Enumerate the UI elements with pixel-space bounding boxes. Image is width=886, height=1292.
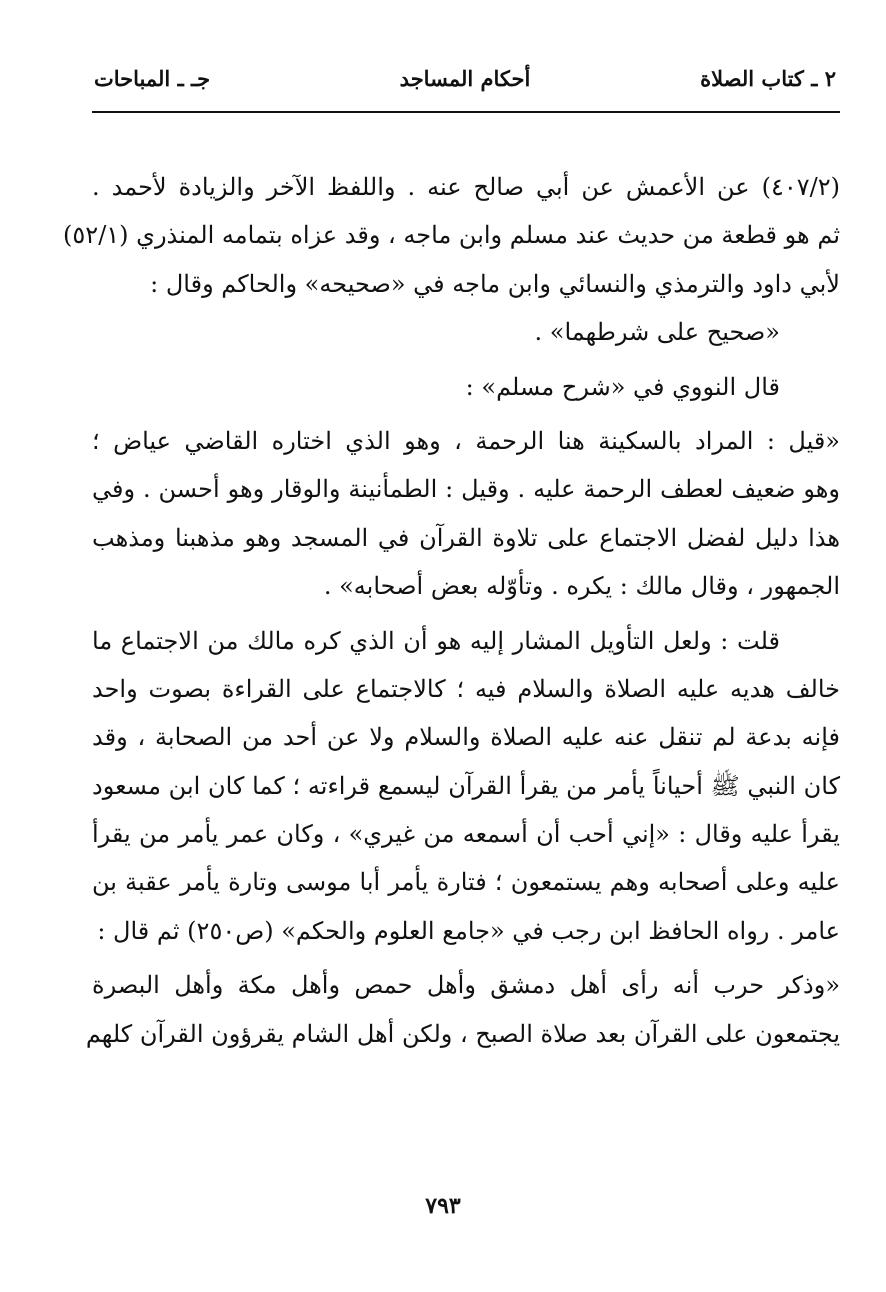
quote-paragraph	[85, 961, 841, 1058]
text-line: قلت : ولعل التأويل المشار إليه هو أن الذي كره مالك من الاجتماع ما	[92, 626, 780, 655]
header-rule	[92, 111, 840, 113]
paragraph	[63, 163, 840, 308]
text-line: فإنه بدعة لم تنقل عنه عليه الصلاة والسلام ولا عن أحد من الصحابة ، وقد	[92, 723, 840, 752]
text-line: خالف هديه عليه الصلاة والسلام فيه ؛ كالاجتماع على القراءة بصوت واحد	[92, 674, 840, 703]
text-line: هذا دليل لفضل الاجتماع على تلاوة القرآن في المسجد وهو مذهبنا ومذهب	[92, 523, 840, 552]
text-line: كان النبي ﷺ أحياناً يأمر من يقرأ القرآن ليسمع قراءته ؛ كما كان ابن مسعود	[92, 771, 840, 800]
text-line: يقرأ عليه وقال : «إني أحب أن أسمعه من غيري» ، وكان عمر يأمر من يقرأ	[92, 820, 840, 849]
text-line: لأبي داود والترمذي والنسائي وابن ماجه في «صحيحه» والحاكم وقال :	[150, 269, 840, 298]
quote-paragraph	[92, 417, 840, 611]
header-section-title: أحكام المساجد	[399, 66, 531, 91]
paragraph	[92, 308, 840, 356]
page-number: ٧٩٣	[425, 1193, 461, 1219]
text-line: «قيل : المراد بالسكينة هنا الرحمة ، وهو الذي اختاره القاضي عياض ؛	[92, 426, 840, 455]
text-line: الجمهور ، وقال مالك : يكره . وتأوّله بعض أصحابه» .	[323, 572, 840, 601]
header-book-chapter: ٢ ـ كتاب الصلاة	[700, 66, 836, 91]
paragraph	[92, 363, 840, 411]
text-line: وهو ضعيف لعطف الرحمة عليه . وقيل : الطمأنينة والوقار وهو أحسن . وفي	[92, 475, 840, 504]
text-line: يجتمعون على القرآن بعد صلاة الصبح ، ولكن أهل الشام يقرؤون القرآن كلهم	[85, 1019, 840, 1048]
body-text	[63, 163, 841, 1058]
running-header	[94, 66, 836, 106]
text-line: عامر . رواه الحافظ ابن رجب في «جامع العلوم والحكم» (ص٢٥٠) ثم قال :	[97, 916, 840, 945]
text-line: (٤٠٧/٢) عن الأعمش عن أبي صالح عنه . واللفظ الآخر والزيادة لأحمد .	[92, 173, 840, 201]
text-line: عليه وعلى أصحابه وهم يستمعون ؛ فتارة يأمر أبا موسى وتارة يأمر عقبة بن	[92, 868, 840, 897]
paragraph	[92, 617, 840, 956]
text-line: «صحيح على شرطهما» .	[534, 318, 780, 347]
text-line: ثم هو قطعة من حديث عند مسلم وابن ماجه ، وقد عزاه بتمامه المنذري (٥٢/١)	[63, 221, 840, 250]
text-line: قال النووي في «شرح مسلم» :	[465, 372, 780, 401]
header-subsection: جـ ـ المباحات	[94, 66, 211, 91]
text-line: «وذكر حرب أنه رأى أهل دمشق وأهل حمص وأهل مكة وأهل البصرة	[92, 971, 841, 1000]
